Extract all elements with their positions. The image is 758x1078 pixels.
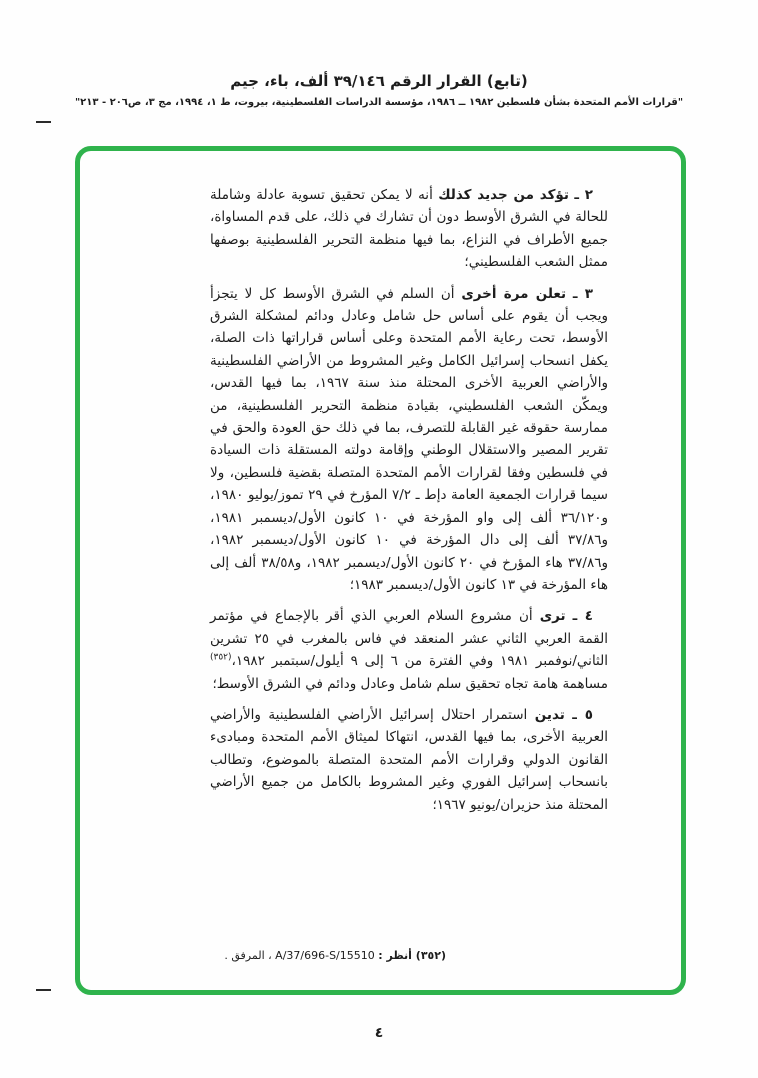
page-number: ٤ (374, 1025, 384, 1041)
footnote-marker-inline: (٣٥٢) (210, 652, 232, 663)
footnote-suffix: ، المرفق . (224, 949, 272, 962)
content-frame (75, 146, 686, 995)
paragraph-4 (210, 605, 608, 695)
paragraph-2-number: ٢ ـ (574, 187, 593, 203)
paragraph-5 (210, 704, 608, 816)
footnote-label: (٣٥٢) أنظر : (378, 949, 446, 962)
document-header (0, 72, 758, 108)
document-title: (تابع) القرار الرقم ٣٩/١٤٦ ألف، باء، جيم (230, 72, 528, 90)
paragraph-2 (210, 184, 608, 274)
paragraph-2-text: أنه لا يمكن تحقيق تسوية عادلة وشاملة للحالة في الشرق الأوسط دون أن تشارك في ذلك، على قدم المساواة، جميع الأطراف في النزاع، بما فيها منظمة التحرير الفلسطينية بوصفها ممثل الشعب الفلسطيني؛ (210, 187, 608, 271)
paragraph-4-text-after: مساهمة هامة تجاه تحقيق سلم شامل وعادل ودائم في الشرق الأوسط؛ (212, 675, 608, 692)
resolution-text (210, 184, 608, 816)
paragraph-5-number: ٥ ـ (572, 706, 593, 723)
paragraph-5-lead: تدين (534, 706, 565, 723)
paragraph-5-text: استمرار احتلال إسرائيل الأراضي الفلسطينية والأراضي العربية الأخرى، بما فيها القدس، انتهاكا لميثاق الأمم المتحدة ومبادىء القانون الدولي وقرارات الأمم المتحدة المتصلة بالموضوع، وتطالب بانسحاب إسرائيل الفوري وغير المشروط بالكامل من جميع الأراضي المحتلة منذ حزيران/يونيو ١٩٦٧؛ (210, 706, 608, 813)
footnote (104, 948, 446, 964)
paragraph-2-lead: تؤكد من جديد كذلك (438, 187, 569, 203)
paragraph-4-number: ٤ ـ (572, 608, 593, 625)
document-source-line: "قرارات الأمم المتحدة بشأن فلسطين ١٩٨٢ ــ ١٩٨٦، مؤسسة الدراسات الفلسطينية، بيروت، ط ١، ١٩٩٤، مج ٣، ص٢٠٦ - ٢١٣" (74, 97, 684, 108)
margin-mark-top (36, 121, 51, 123)
paragraph-3 (210, 283, 608, 597)
paragraph-3-lead: تعلن مرة أخرى (461, 285, 567, 302)
footnote-reference: A/37/696-S/15510 (275, 949, 375, 962)
paragraph-4-lead: ترى (539, 608, 566, 625)
paragraph-3-number: ٣ ـ (572, 285, 593, 302)
paragraph-3-text: أن السلم في الشرق الأوسط كل لا يتجزأ ويجب أن يقوم على أساس حل شامل وعادل ودائم لمشكلة الشرق الأوسط، تحت رعاية الأمم المتحدة وعلى أساس قراراتها ذات الصلة، يكفل انسحاب إسرائيل الكامل وغير المشروط من الأراضي الفلسطينية والأراضي العربية الأخرى المحتلة منذ سنة ١٩٦٧، بما فيها القدس، ويمكّن الشعب الفلسطيني، بقيادة منظمة التحرير الفلسطينية، من ممارسة حقوقه غير القابلة للتصرف، بما في ذلك حق العودة والحق في تقرير المصير والاستقلال الوطني وإقامة دولته المستقلة ذات السيادة في فلسطين وفقا لقرارات الأمم المتحدة المتصلة بقضية فلسطين، ولا سيما قرارات الجمعية العامة دإط ـ ٧/٢ المؤرخ في ٢٩ تموز/يوليو ١٩٨٠، و٣٦/١٢٠ ألف إلى واو المؤرخة في ١٠ كانون الأول/ديسمبر ١٩٨١، و٣٧/٨٦ ألف إلى دال المؤرخة في ١٠ كانون الأول/ديسمبر ١٩٨٢، و٣٧/٨٦ هاء المؤرخ في ٢٠ كانون الأول/ديسمبر ١٩٨٢، و٣٨/٥٨ ألف إلى هاء المؤرخة في ١٣ كانون الأول/ديسمبر ١٩٨٣؛ (210, 285, 608, 593)
margin-mark-bottom (36, 989, 51, 991)
paragraph-4-text: أن مشروع السلام العربي الذي أقر بالإجماع في مؤتمر القمة العربي الثاني عشر المنعقد في فاس بالمغرب في ٢٥ تشرين الثاني/نوفمبر ١٩٨١ وفي الفترة من ٦ إلى ٩ أيلول/سبتمبر ١٩٨٢، (210, 608, 609, 670)
